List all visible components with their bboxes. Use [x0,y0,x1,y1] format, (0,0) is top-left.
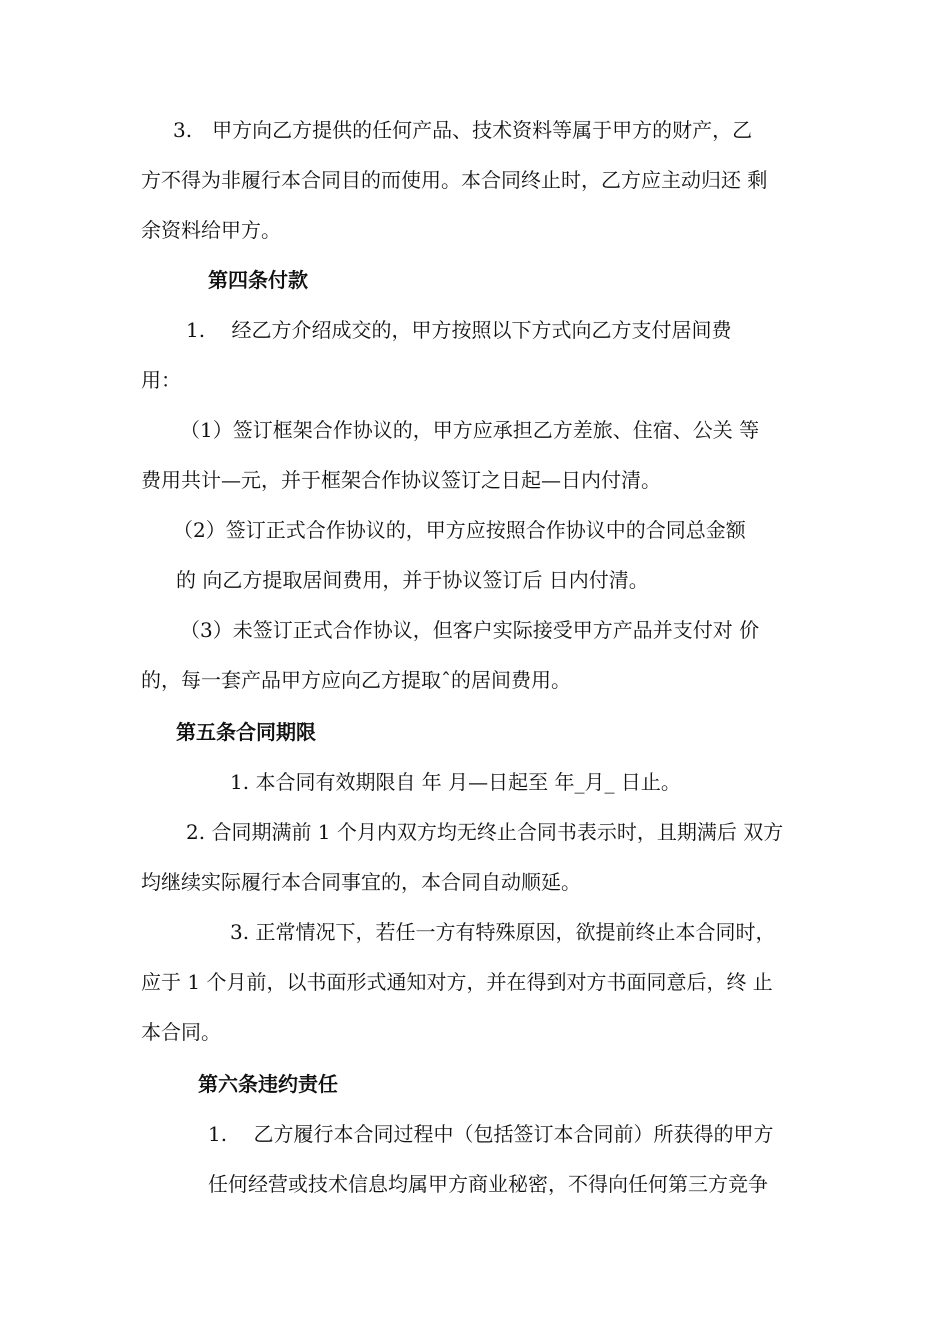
article4-sub3-line1: （3）未签订正式合作协议，但客户实际接受甲方产品并支付对 价 [180,618,760,642]
article4-sub1-line2: 费用共计—元，并于框架合作协议签订之日起—日内付清。 [141,468,661,492]
article4-sub3-line2: 的，每一套产品甲方应向乙方提取ˆ的居间费用。 [141,668,571,692]
article4-sub2-line1: （2）签订正式合作协议的，甲方应按照合作协议中的合同总金额 [173,518,746,542]
article3-item3-line3: 余资料给甲方。 [141,218,281,242]
article3-item3-line1: 3. 甲方向乙方提供的任何产品、技术资料等属于甲方的财产，乙 [173,118,753,142]
article4-sub1-line1: （1）签订框架合作协议的，甲方应承担乙方差旅、住宿、公关 等 [180,418,760,442]
article5-item2-line1: 2. 合同期满前 1 个月内双方均无终止合同书表示时，且期满后 双方 [186,820,784,844]
article6-heading: 第六条违约责任 [198,1072,338,1096]
article4-heading: 第四条付款 [208,268,308,292]
article5-item2-line2: 均继续实际履行本合同事宜的，本合同自动顺延。 [141,870,581,894]
article5-heading: 第五条合同期限 [176,720,316,744]
article6-item1-line2: 任何经营或技术信息均属甲方商业秘密，不得向任何第三方竞争 [208,1172,768,1196]
article6-item1-line1: 1. 乙方履行本合同过程中（包括签订本合同前）所获得的甲方 [208,1122,774,1146]
article4-sub2-line2: 的 向乙方提取居间费用，并于协议签订后 日内付清。 [176,568,649,592]
article5-item3-line3: 本合同。 [141,1020,221,1044]
article5-item1: 1. 本合同有效期限自 年 月—日起至 年_月_ 日止。 [230,770,681,794]
article5-item3-line1: 3. 正常情况下，若任一方有特殊原因，欲提前终止本合同时， [230,920,776,944]
article3-item3-line2: 方不得为非履行本合同目的而使用。本合同终止时，乙方应主动归还 剩 [141,168,768,192]
article4-item1-line1: 1. 经乙方介绍成交的，甲方按照以下方式向乙方支付居间费 [186,318,732,342]
article5-item3-line2: 应于 1 个月前，以书面形式通知对方，并在得到对方书面同意后，终 止 [141,970,773,994]
article4-item1-line2: 用： [141,368,181,392]
